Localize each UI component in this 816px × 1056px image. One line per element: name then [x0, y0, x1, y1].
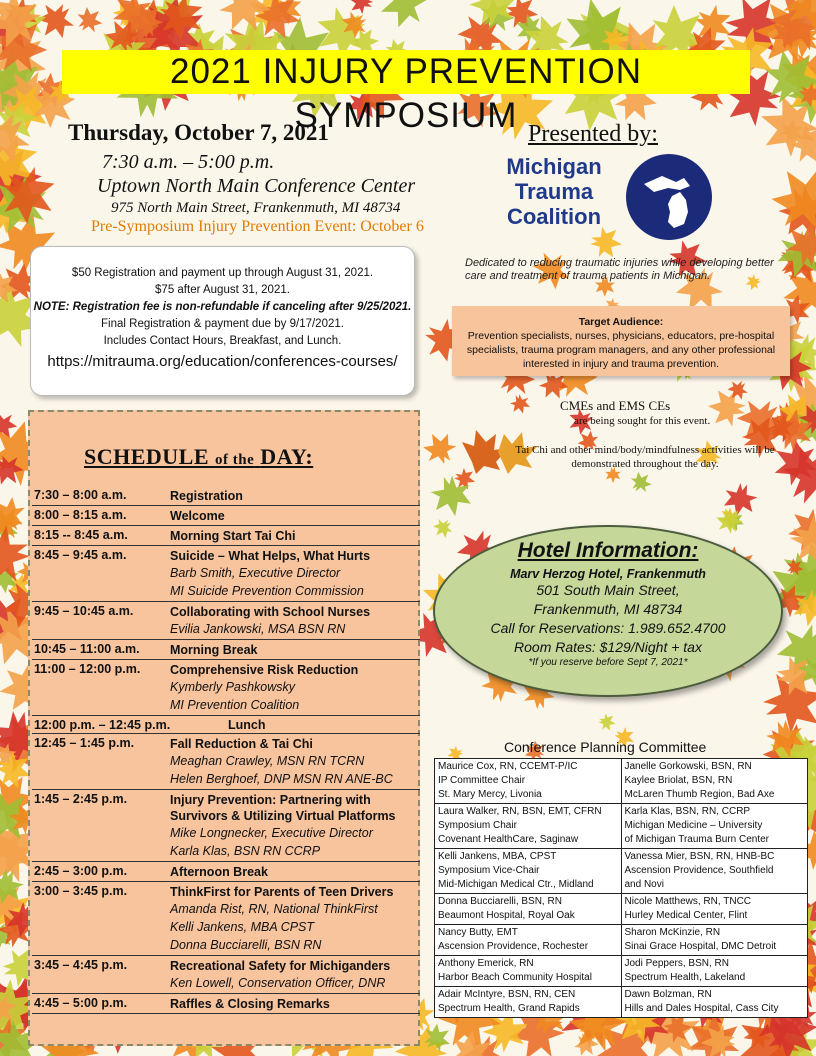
leaf-shape [72, 2, 108, 38]
committee-member-cell [435, 925, 622, 956]
schedule-speaker: Evilia Jankowski, MSA BSN RN [170, 622, 346, 636]
committee-member-line: Nicole Matthews, RN, TNCC [624, 896, 752, 907]
committee-member-line: Jodi Peppers, BSN, RN [624, 958, 729, 969]
committee-member-line: Karla Klas, BSN, RN, CCRP [624, 806, 751, 817]
schedule-row [32, 506, 420, 526]
hotel-street: 501 South Main Street, [536, 582, 680, 598]
committee-row [435, 804, 808, 849]
registration-includes: Includes Contact Hours, Breakfast, and Lunch. [103, 335, 342, 347]
committee-member-line: Spectrum Health, Grand Rapids [438, 1003, 580, 1014]
committee-member-line: Janelle Gorkowski, BSN, RN [624, 761, 752, 772]
schedule-time: 7:30 – 8:00 a.m. [34, 488, 127, 502]
schedule-session: Morning Break [170, 643, 258, 657]
committee-member-cell [621, 849, 808, 894]
hotel-note: *If you reserve before Sept 7, 2021* [528, 657, 688, 668]
committee-member-line: Sharon McKinzie, RN [624, 927, 721, 938]
schedule-row [32, 790, 420, 862]
hotel-city: Frankenmuth, MI 48734 [533, 601, 683, 617]
schedule-time: 9:45 – 10:45 a.m. [34, 604, 134, 618]
schedule-session: Afternoon Break [170, 865, 268, 879]
logo-line: Michigan [506, 154, 602, 179]
committee-member-cell [435, 894, 622, 925]
schedule-time: 12:45 – 1:45 p.m. [34, 736, 135, 750]
schedule-title-day: DAY: [260, 444, 314, 469]
schedule-title-of: of the [215, 452, 255, 468]
schedule-session: Recreational Safety for Michiganders [170, 959, 391, 973]
schedule-session: Fall Reduction & Tai Chi [170, 737, 313, 751]
committee-member-cell [435, 849, 622, 894]
registration-early: $50 Registration and payment up through August 31, 2021. [71, 267, 374, 279]
committee-member-line: Sinai Grace Hospital, DMC Detroit [624, 941, 777, 952]
registration-late: $75 after August 31, 2021. [155, 284, 290, 296]
presented-by-label: Presented by: [528, 121, 658, 147]
schedule-row [32, 546, 420, 602]
committee-member-line: Nancy Butty, EMT [438, 927, 518, 938]
committee-row [435, 956, 808, 987]
committee-row [435, 894, 808, 925]
committee-member-cell [435, 804, 622, 849]
schedule-speaker: Mike Longnecker, Executive Director [170, 826, 373, 840]
committee-member-line: and Novi [624, 879, 664, 890]
schedule-time: 2:45 – 3:00 p.m. [34, 864, 128, 878]
hotel-title: Hotel Information: [517, 539, 699, 562]
schedule-time: 11:00 – 12:00 p.m. [34, 662, 141, 676]
committee-member-line: St. Mary Mercy, Livonia [438, 789, 542, 800]
committee-member-line: Dawn Bolzman, RN [624, 989, 712, 1000]
event-time: 7:30 a.m. – 5:00 p.m. [102, 151, 275, 173]
hotel-phone: Call for Reservations: 1.989.652.4700 [490, 620, 726, 636]
schedule-list [32, 486, 420, 1014]
schedule-time: 8:00 – 8:15 a.m. [34, 508, 127, 522]
committee-member-line: Laura Walker, RN, BSN, EMT, CFRN [438, 806, 602, 817]
registration-note: NOTE: Registration fee is non-refundable if canceling after 9/25/2021. [33, 301, 412, 313]
committee-member-line: McLaren Thumb Region, Bad Axe [624, 789, 775, 800]
schedule-speaker: Barb Smith, Executive Director [170, 566, 341, 580]
schedule-session: Welcome [170, 509, 225, 523]
committee-title: Conference Planning Committee [504, 739, 707, 755]
committee-member-line: Hills and Dales Hospital, Cass City [624, 1003, 779, 1014]
committee-member-cell [435, 759, 622, 804]
committee-row [435, 987, 808, 1018]
schedule-session: Lunch [228, 718, 266, 732]
schedule-session: Injury Prevention: Partnering with Survivors & Utilizing Virtual Platforms [170, 793, 396, 823]
taichi-note: Tai Chi and other mind/body/mindfulness activities will be demonstrated throughout the day. [515, 444, 775, 470]
committee-member-line: Mid-Michigan Medical Ctr., Midland [438, 879, 594, 890]
pre-event-notice: Pre-Symposium Injury Prevention Event: October 6 [91, 218, 424, 235]
schedule-speaker: Helen Berghoef, DNP MSN RN ANE-BC [170, 772, 393, 786]
schedule-time: 1:45 – 2:45 p.m. [34, 792, 128, 806]
committee-row [435, 849, 808, 894]
event-address: 975 North Main Street, Frankenmuth, MI 48734 [111, 200, 401, 216]
schedule-time: 8:45 – 9:45 a.m. [34, 548, 127, 562]
schedule-session: Raffles & Closing Remarks [170, 997, 330, 1011]
schedule-time: 3:45 – 4:45 p.m. [34, 958, 128, 972]
committee-member-line: Kelli Jankens, MBA, CPST [438, 851, 557, 862]
michigan-map-icon [624, 152, 714, 242]
schedule-session: Comprehensive Risk Reduction [170, 663, 359, 677]
target-audience-title: Target Audience: [578, 316, 664, 328]
schedule-row [32, 602, 420, 640]
schedule-time: 8:15 -- 8:45 a.m. [34, 528, 128, 542]
schedule-session: ThinkFirst for Parents of Teen Drivers [170, 885, 394, 899]
committee-member-line: Kaylee Briolat, BSN, RN [624, 775, 733, 786]
schedule-row [32, 660, 420, 716]
schedule-time: 4:45 – 5:00 p.m. [34, 996, 128, 1010]
leaf-shape [346, 0, 376, 16]
page-title: 2021 INJURY PREVENTION SYMPOSIUM [170, 52, 642, 135]
committee-member-line: IP Committee Chair [438, 775, 526, 786]
schedule-row [32, 862, 420, 882]
committee-row [435, 759, 808, 804]
schedule-row [32, 526, 420, 546]
committee-member-line: Covenant HealthCare, Saginaw [438, 834, 579, 845]
committee-member-cell [435, 987, 622, 1018]
schedule-session: Registration [170, 489, 243, 503]
hotel-info-oval [433, 525, 783, 697]
committee-member-line: of Michigan Trauma Burn Center [624, 834, 770, 845]
committee-member-line: Ascension Providence, Southfield [624, 865, 774, 876]
logo-line: Coalition [506, 204, 602, 229]
schedule-time: 12:00 p.m. – 12:45 p.m. [34, 718, 171, 732]
committee-member-line: Vanessa Mier, BSN, RN, HNB-BC [624, 851, 775, 862]
committee-member-line: Adair McIntyre, BSN, RN, CEN [438, 989, 576, 1000]
committee-member-cell [435, 956, 622, 987]
registration-url[interactable]: https://mitrauma.org/education/conferences-courses/ [47, 353, 398, 370]
schedule-row [32, 486, 420, 506]
committee-table [434, 758, 808, 1018]
schedule-speaker: Kelli Jankens, MBA CPST [170, 920, 315, 934]
committee-row [435, 925, 808, 956]
leaf-shape [597, 712, 617, 732]
schedule-row [32, 994, 420, 1014]
leaf-shape [627, 468, 656, 497]
schedule-speaker: MI Suicide Prevention Commission [170, 584, 364, 598]
schedule-speaker: Kymberly Pashkowsky [170, 680, 296, 694]
target-audience-text: Prevention specialists, nurses, physicians, educators, pre-hospital specialists, trauma program managers, and any other professional interested in injury and trauma prevention. [466, 330, 776, 370]
committee-member-cell [621, 759, 808, 804]
schedule-speaker: Meaghan Crawley, MSN RN TCRN [170, 754, 365, 768]
event-venue: Uptown North Main Conference Center [97, 175, 416, 197]
mtc-logo-text [494, 154, 614, 229]
schedule-row [32, 956, 420, 994]
committee-member-line: Beaumont Hospital, Royal Oak [438, 910, 575, 921]
mission-statement: Dedicated to reducing traumatic injuries while developing better care and treatment of trauma patients in Michigan. [465, 257, 774, 282]
committee-member-cell [621, 894, 808, 925]
schedule-time: 10:45 – 11:00 a.m. [34, 642, 140, 656]
committee-member-line: Ascension Providence, Rochester [438, 941, 589, 952]
schedule-session: Morning Start Tai Chi [170, 529, 296, 543]
schedule-session: Collaborating with School Nurses [170, 605, 371, 619]
leaf-shape [373, 0, 434, 33]
hotel-rates: Room Rates: $129/Night + tax [514, 639, 702, 655]
event-date: Thursday, October 7, 2021 [68, 120, 329, 145]
committee-member-line: Hurley Medical Center, Flint [624, 910, 748, 921]
cme-title: CMEs and EMS CEs [560, 398, 671, 413]
logo-line: Trauma [514, 179, 594, 204]
schedule-row [32, 882, 420, 956]
mtc-logo [494, 152, 724, 248]
committee-member-line: Harbor Beach Community Hospital [438, 972, 592, 983]
schedule-time: 3:00 – 3:45 p.m. [34, 884, 128, 898]
schedule-row [32, 640, 420, 660]
committee-member-cell [621, 956, 808, 987]
registration-deadline: Final Registration & payment due by 9/17/2021. [101, 318, 344, 330]
schedule-row [32, 716, 420, 734]
target-audience-box [452, 306, 790, 376]
schedule-speaker: Amanda Rist, RN, National ThinkFirst [170, 902, 378, 916]
cme-subtitle: are being sought for this event. [574, 415, 711, 427]
leaf-shape [429, 515, 456, 542]
schedule-panel [28, 410, 420, 1046]
schedule-speaker: Karla Klas, BSN RN CCRP [170, 844, 321, 858]
committee-member-cell [621, 804, 808, 849]
committee-member-line: Spectrum Health, Lakeland [624, 972, 746, 983]
committee-member-cell [621, 925, 808, 956]
committee-member-line: Symposium Chair [438, 820, 517, 831]
committee-member-line: Donna Bucciarelli, BSN, RN [438, 896, 562, 907]
schedule-session: Suicide – What Helps, What Hurts [170, 549, 371, 563]
schedule-title [84, 444, 313, 470]
schedule-speaker: Donna Bucciarelli, BSN RN [170, 938, 322, 952]
committee-member-line: Symposium Vice-Chair [438, 865, 540, 876]
schedule-title-main: SCHEDULE [84, 444, 210, 469]
committee-member-line: Michigan Medicine – University [624, 820, 763, 831]
committee-member-line: Anthony Emerick, RN [438, 958, 534, 969]
schedule-speaker: MI Prevention Coalition [170, 698, 300, 712]
schedule-row [32, 734, 420, 790]
registration-box [30, 246, 415, 396]
schedule-speaker: Ken Lowell, Conservation Officer, DNR [170, 976, 386, 990]
hotel-name: Marv Herzog Hotel, Frankenmuth [510, 567, 706, 581]
committee-member-line: Maurice Cox, RN, CCEMT-P/IC [438, 761, 578, 772]
committee-member-cell [621, 987, 808, 1018]
